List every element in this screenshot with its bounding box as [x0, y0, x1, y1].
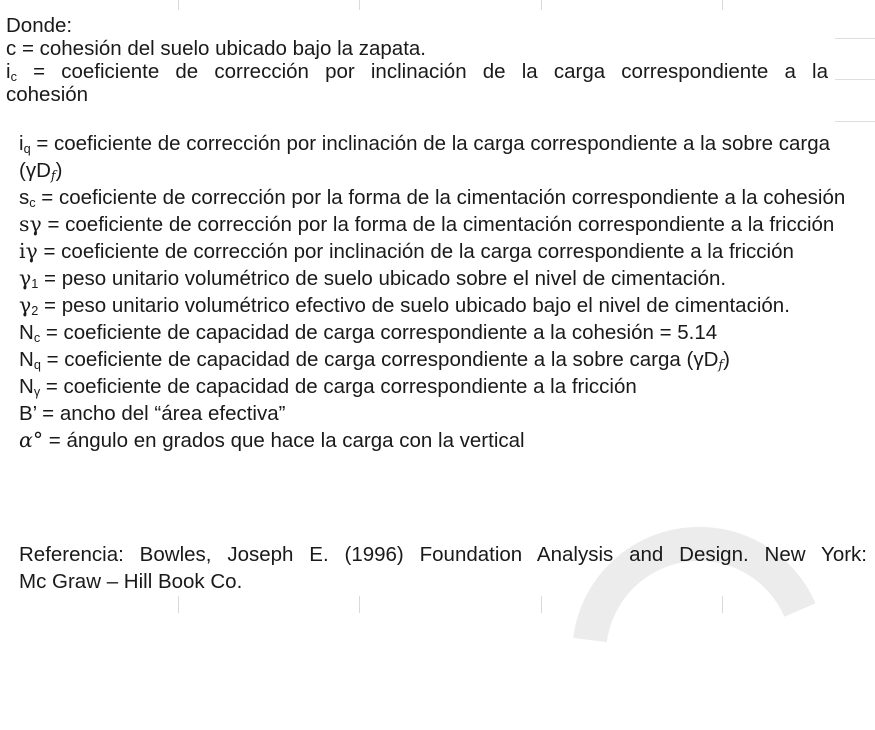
definition-text: = coeficiente de corrección por la forma de la cimentación correspondiente a la fricción — [41, 213, 835, 236]
definition-text: = coeficiente de capacidad de carga correspondiente a la sobre carga (γD — [40, 348, 719, 371]
definition-item — [19, 346, 867, 373]
intro-heading: Donde: — [6, 14, 73, 37]
symbol-subscript: c — [10, 69, 17, 85]
definition-item — [19, 400, 867, 427]
definitions-list — [19, 130, 867, 454]
definition-text: = coeficiente de corrección por inclinación de la carga correspondiente a la — [33, 60, 828, 83]
text-tail: ) — [723, 348, 730, 371]
symbol: N — [19, 321, 34, 344]
symbol: γ — [19, 266, 32, 290]
definition-text: = ancho del “área efectiva” — [36, 402, 286, 425]
definition-text: = ángulo en grados que hace la carga con la vertical — [43, 429, 525, 452]
definition-item — [19, 238, 867, 265]
symbol-subscript: 2 — [31, 303, 39, 319]
watermark-arc — [560, 470, 820, 730]
symbol: γ — [19, 293, 32, 317]
intro-block — [6, 14, 866, 106]
symbol: α° — [19, 428, 44, 452]
definition-item — [19, 265, 867, 292]
definition-text: = coeficiente de capacidad de carga correspondiente a la fricción — [40, 375, 637, 398]
scan-guide — [722, 0, 723, 10]
scan-guide — [178, 0, 179, 10]
symbol: N — [19, 375, 34, 398]
symbol: iγ — [19, 239, 38, 263]
definition-c: c = cohesión del suelo ubicado bajo la zapata. — [6, 37, 426, 60]
definition-item — [19, 130, 867, 184]
symbol: s — [19, 186, 30, 209]
symbol: i — [6, 60, 11, 83]
definition-ic — [6, 60, 828, 83]
reference-line-2: Mc Graw – Hill Book Co. — [19, 570, 243, 593]
scan-guide — [359, 0, 360, 10]
symbol: N — [19, 348, 34, 371]
scan-guide — [541, 0, 542, 10]
definition-item — [19, 373, 867, 400]
definition-text: = coeficiente de corrección por inclinación de la carga correspondiente a la fricción — [37, 240, 794, 263]
definition-text: = peso unitario volumétrico de suelo ubicado sobre el nivel de cimentación. — [38, 267, 727, 290]
definition-text: = coeficiente de corrección por inclinación de la carga correspondiente a la sobre carga (γD — [19, 132, 831, 182]
definition-item — [19, 211, 867, 238]
scan-guide — [541, 596, 542, 613]
definition-text: = coeficiente de capacidad de carga correspondiente a la cohesión = 5.14 — [40, 321, 718, 344]
symbol-subscript: c — [33, 330, 41, 346]
reference-line-1: Referencia: Bowles, Joseph E. (1996) Foundation Analysis and Design. New York: — [19, 543, 867, 566]
text-subscript: f — [50, 168, 56, 184]
symbol-subscript: γ — [33, 384, 41, 400]
symbol: sγ — [19, 212, 42, 236]
scan-guide — [359, 596, 360, 613]
text-tail: ) — [55, 159, 63, 182]
text-subscript: f — [718, 357, 724, 373]
symbol-subscript: q — [23, 141, 31, 157]
definition-text: = peso unitario volumétrico efectivo de suelo ubicado bajo el nivel de cimentación. — [38, 294, 790, 317]
definition-item — [19, 292, 867, 319]
symbol: B’ — [19, 402, 37, 425]
symbol-subscript: q — [33, 357, 41, 373]
symbol-subscript: 1 — [31, 276, 39, 292]
scan-guide — [835, 121, 875, 122]
definition-text: = coeficiente de corrección por la forma de la cimentación correspondiente a la cohesión — [35, 186, 846, 209]
definition-ic-continued: cohesión — [6, 83, 89, 106]
reference-block — [19, 541, 867, 595]
symbol: i — [19, 132, 24, 155]
definition-item — [19, 427, 867, 454]
definition-item — [19, 319, 867, 346]
symbol-subscript: c — [29, 195, 36, 211]
definition-item — [19, 184, 867, 211]
scan-guide — [178, 596, 179, 613]
